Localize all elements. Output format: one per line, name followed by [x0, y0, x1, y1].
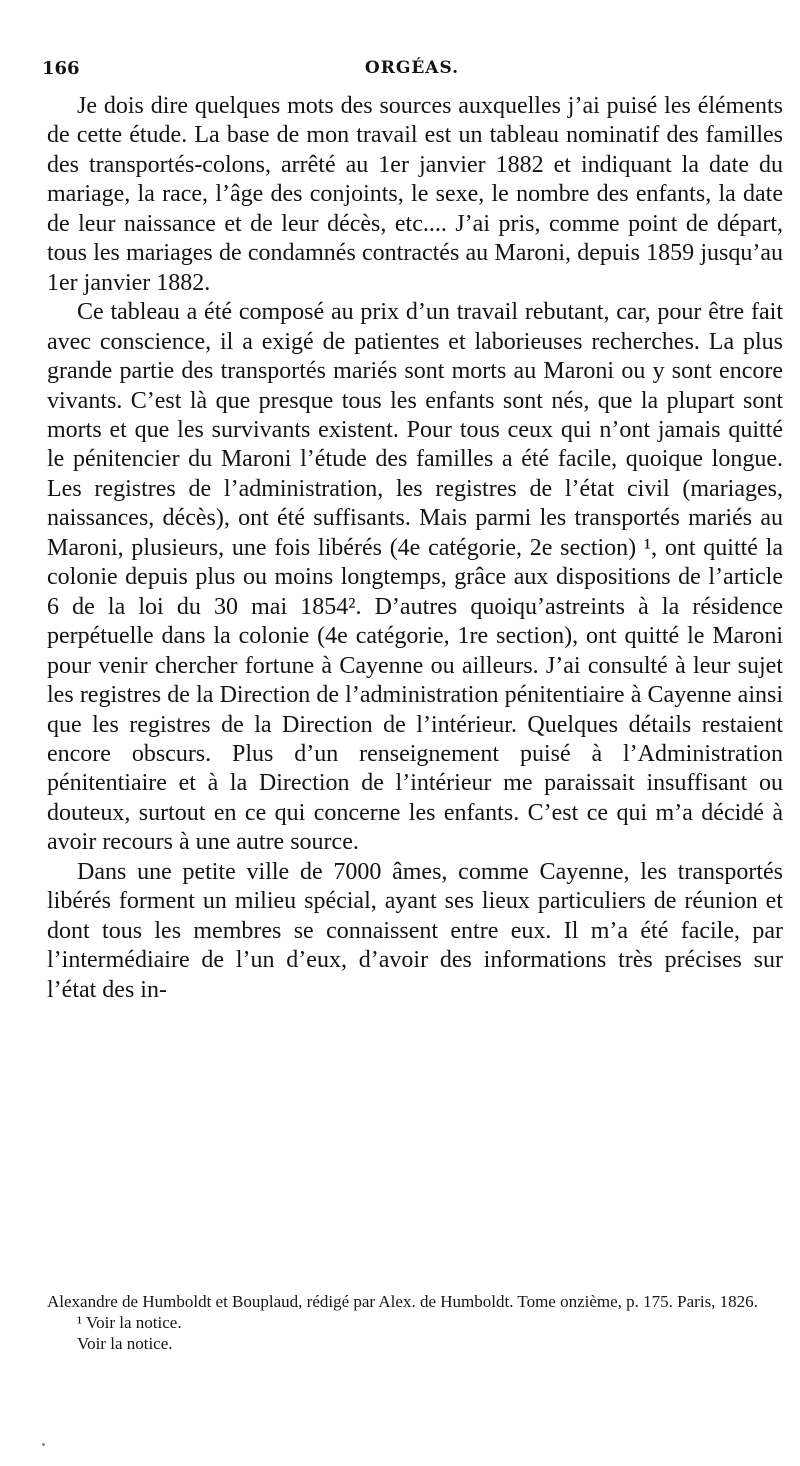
running-head: ORGÉAS. — [364, 58, 460, 78]
paper-speck — [42, 1443, 45, 1446]
footnote-1: ¹ Voir la notice. — [77, 1313, 182, 1332]
footnote-2: Voir la notice. — [77, 1334, 173, 1353]
paragraph-tableau: Ce tableau a été composé au prix d’un travail rebutant, car, pour être fait avec conscience, il a exigé de patientes et laborieuses recherches. La plus grande partie des transportés mariés sont morts au Maroni ou y sont encore vivants. C’est là que presque tous les enfants sont nés, que la plupart sont morts et que les survivants existent. Pour tous ceux qui n’ont jamais quitté le pénitencier du Maroni l’étude des familles a été facile, quoique longue. Les registres de l’administration, les registres de l’état civil (mariages, naissances, décès), ont été suffisants. Mais parmi les transportés mariés au Maroni, plusieurs, une fois libérés (4e catégorie, 2e section) ¹, ont quitté la colonie depuis plus ou moins longtemps, grâce aux dispositions de l’article 6 de la loi du 30 mai 1854². D’autres quoiqu’astreints à la résidence perpétuelle dans la colonie (4e catégorie, 1re section), ont quitté le Maroni pour venir chercher fortune à Cayenne ou ailleurs. J’ai consulté à leur sujet les registres de la Direction de l’administration pénitentiaire à Cayenne ainsi que les registres de la Direction de l’intérieur. Quelques détails restaient encore obscurs. Plus d’un renseignement puisé à l’Administration pénitentiaire et à la Direction de l’intérieur me paraissait insuffisant ou douteux, surtout en ce qui concerne les enfants. C’est ce qui m’a décidé à avoir recours à une autre source. — [47, 299, 783, 856]
footnote-continued: Alexandre de Humboldt et Bouplaud, rédigé par Alex. de Humboldt. Tome onzième, p. 175. Paris, 1826. — [47, 1292, 758, 1311]
paragraph-sources: Je dois dire quelques mots des sources auxquelles j’ai puisé les éléments de cette étude. La base de mon travail est un tableau nominatif des familles des transportés-colons, arrêté au 1er janvier 1882 et indiquant la date du mariage, la race, l’âge des conjoints, le sexe, le nombre des enfants, la date de leur naissance et de leur décès, etc.... J’ai pris, comme point de départ, tous les mariages de condamnés contractés au Maroni, depuis 1859 jusqu’au 1er janvier 1882. — [47, 93, 783, 296]
footnotes — [47, 1291, 783, 1354]
page-number: 166 — [42, 58, 80, 79]
paragraph-cayenne: Dans une petite ville de 7000 âmes, comme Cayenne, les transportés libérés forment un milieu spécial, ayant ses lieux particuliers de réunion et dont tous les membres se connaissent entre eux. Il m’a été facile, par l’intermédiaire de l’un d’eux, d’avoir des informations très précises sur l’état des in- — [47, 858, 783, 1003]
main-text — [47, 92, 783, 1005]
page-header — [42, 58, 782, 84]
